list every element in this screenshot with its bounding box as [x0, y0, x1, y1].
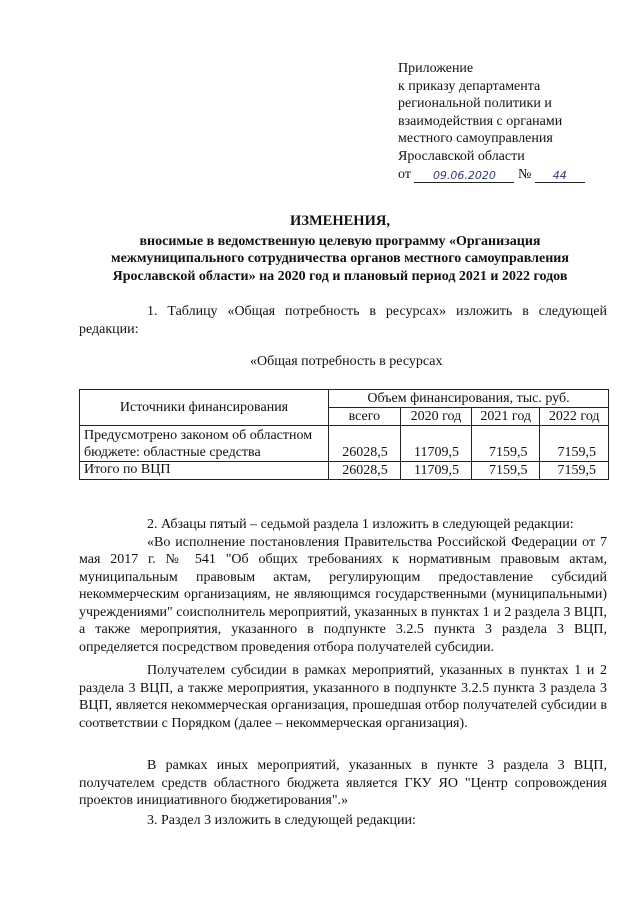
paragraph-2-intro: 2. Абзацы пятый – седьмой раздела 1 изложить в следующей редакции:	[147, 517, 574, 532]
appendix-line: Приложение	[398, 61, 474, 76]
paragraph-3	[79, 662, 607, 732]
cell-total: 26028,5	[329, 426, 401, 462]
handwritten-date: 09.06.2020	[432, 169, 496, 183]
order-date-number-line	[398, 166, 608, 184]
paragraph-2-quote: «Во исполнение постановления Правительства Российской Федерации от 7 мая 2017 г. № 541 "Об общих требованиях к нормативным правовым актам, муниципальным правовым актам, регулирующим предоставление субсидий некоммерческим организациям, не являющимся государственными (муниципальными) учреждениями" соисполнитель мероприятий, указанных в пунктах 1 и 2 раздела 3 ВЦП, а также мероприятия, указанного в подпункте 3.2.5 пункта 3 раздела 3 ВЦП, определяется посредством проведения отбора получателей субсидии.	[79, 534, 607, 655]
paragraph-5-text: 3. Раздел 3 изложить в следующей редакции:	[147, 813, 416, 828]
row-source: Предусмотрено законом об областном бюджете: областные средства	[80, 426, 329, 462]
cell-total: 26028,5	[329, 462, 401, 480]
document-title	[80, 213, 600, 285]
row-source: Итого по ВЦП	[80, 462, 329, 480]
table-caption: «Общая потребность в ресурсах	[250, 354, 443, 369]
paragraph-2	[79, 516, 607, 656]
paragraph-3-text: Получателем субсидии в рамках мероприятий, указанных в пунктах 1 и 2 раздела 3 ВЦП, а также мероприятия, указанного в подпункте 3.2.5 пункта 3 раздела 3 ВЦП, является некоммерческая организация, прошедшая отбор получателей субсидии в соответствии с Порядком (далее – некоммерческая организация).	[79, 663, 607, 731]
number-field	[535, 166, 585, 183]
date-prefix: от	[398, 166, 411, 182]
handwritten-number: 44	[552, 169, 567, 183]
table-row	[80, 426, 609, 462]
appendix-line: взаимодействия с органами	[398, 113, 563, 129]
column-header-2022: 2022 год	[540, 408, 609, 426]
paragraph-4	[79, 757, 607, 810]
appendix-block	[398, 60, 608, 183]
cell-2022: 7159,5	[540, 426, 609, 462]
date-field	[414, 166, 514, 183]
cell-2021: 7159,5	[472, 462, 540, 480]
appendix-line: к приказу департамента	[398, 78, 541, 94]
appendix-line: Ярославской области	[398, 148, 525, 164]
appendix-line: местного самоуправления	[398, 131, 553, 147]
table-header-row	[80, 390, 609, 408]
column-header-total: всего	[329, 408, 401, 426]
cell-2022: 7159,5	[540, 462, 609, 480]
column-header-volume: Объем финансирования, тыс. руб.	[329, 390, 609, 408]
paragraph-4-text: В рамках иных мероприятий, указанных в пункте 3 раздела 3 ВЦП, получателем средств областного бюджета является ГКУ ЯО "Центр сопровождения проектов инициативного бюджетирования".»	[79, 758, 607, 808]
number-prefix: №	[517, 166, 532, 182]
appendix-line: региональной политики и	[398, 96, 552, 112]
paragraph-1: 1. Таблицу «Общая потребность в ресурсах» изложить в следующей редакции:	[79, 304, 607, 337]
column-header-2020: 2020 год	[400, 408, 471, 426]
cell-2020: 11709,5	[400, 462, 471, 480]
cell-2020: 11709,5	[400, 426, 471, 462]
resources-table	[79, 389, 609, 480]
column-header-2021: 2021 год	[472, 408, 540, 426]
table-row-total	[80, 462, 609, 480]
column-header-source: Источники финансирования	[80, 390, 329, 426]
paragraph-5	[79, 812, 607, 830]
cell-2021: 7159,5	[472, 426, 540, 462]
title-heading: ИЗМЕНЕНИЯ,	[290, 213, 390, 229]
title-subtitle: вносимые в ведомственную целевую программу «Организация межмуниципального сотрудничества органов местного самоуправления Ярославской области» на 2020 год и плановый период 2021 и 2022 годов	[111, 233, 569, 284]
